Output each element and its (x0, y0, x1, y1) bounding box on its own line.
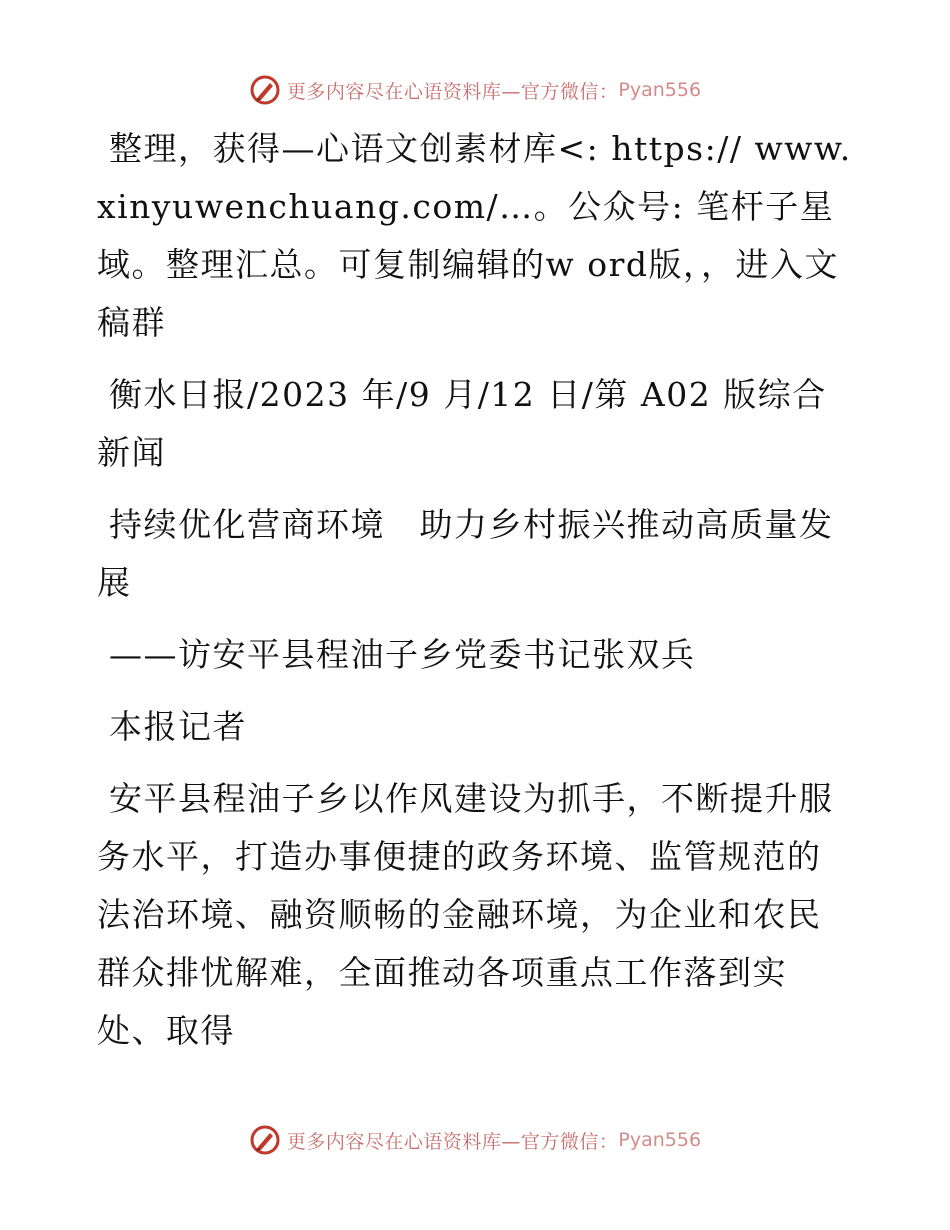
publication-line: 衡水日报/2023 年/9 月/12 日/第 A02 版综合新闻 (97, 375, 827, 472)
watermark-account: Pyan556 (618, 79, 702, 101)
watermark-account: Pyan556 (618, 1129, 702, 1151)
byline: 本报记者 (109, 707, 247, 746)
header-watermark (0, 70, 950, 110)
watermark-text: 更多内容尽在心语资料库—官方微信： (286, 1130, 619, 1153)
intro-paragraph: 整理，获得—心语文创素材库<: https:// www.xinyuwenchuang.com/…。公众号: 笔杆子星域。整理汇总。可复制编辑的w ord版，，进入文稿群 (97, 129, 852, 342)
footer-watermark (0, 1120, 950, 1160)
pen-logo-icon (249, 1124, 281, 1156)
article-subtitle: ——访安平县程油子乡党委书记张双兵 (109, 635, 696, 674)
article-title: 持续优化营商环境 助力乡村振兴推动高质量发展 (97, 505, 834, 602)
body-paragraph: 安平县程油子乡以作风建设为抓手，不断提升服务水平，打造办事便捷的政务环境、监管规范的法治环境、融资顺畅的金融环境，为企业和农民群众排忧解难，全面推动各项重点工作落到实处、取得 (97, 779, 834, 1050)
watermark-text: 更多内容尽在心语资料库—官方微信： (286, 80, 619, 103)
pen-logo-icon (249, 74, 281, 106)
document-body (97, 120, 853, 1074)
